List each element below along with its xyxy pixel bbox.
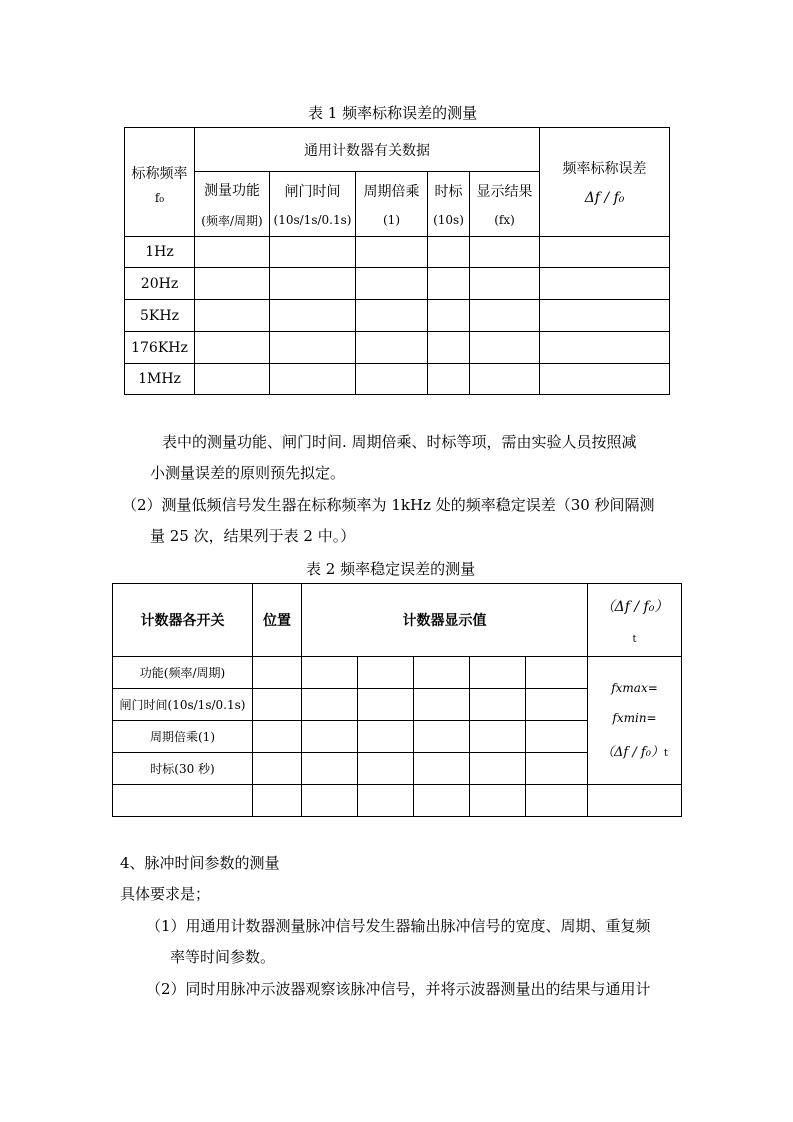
data-cell[interactable] [253, 721, 302, 753]
data-cell[interactable] [470, 721, 526, 753]
data-cell[interactable] [414, 689, 470, 721]
data-cell[interactable] [113, 785, 253, 817]
data-cell[interactable] [540, 237, 670, 268]
table2-caption: 表 2 频率稳定误差的测量 [306, 560, 476, 578]
row-label: 20Hz [125, 268, 195, 300]
table-row [125, 237, 670, 268]
row-label: 176KHz [125, 332, 195, 364]
data-cell[interactable] [470, 753, 526, 785]
section4-heading: 4、脉冲时间参数的测量 [120, 854, 280, 872]
table2 [112, 583, 682, 817]
data-cell[interactable] [540, 300, 670, 332]
data-cell[interactable] [526, 689, 588, 721]
data-cell[interactable] [270, 300, 356, 332]
data-cell[interactable] [195, 364, 270, 395]
table-row [125, 332, 670, 364]
row-label: 时标(30 秒) [113, 753, 253, 785]
data-cell[interactable] [414, 721, 470, 753]
data-cell[interactable] [428, 268, 470, 300]
data-cell[interactable] [526, 657, 588, 689]
data-cell[interactable] [356, 332, 428, 364]
data-cell[interactable] [302, 657, 358, 689]
stability-result-header: （Δf / f₀） t [588, 584, 682, 657]
data-cell[interactable] [470, 689, 526, 721]
data-cell[interactable] [540, 364, 670, 395]
data-cell[interactable] [428, 364, 470, 395]
section4-item1-line2: 率等时间参数。 [170, 948, 276, 966]
data-cell[interactable] [356, 300, 428, 332]
data-cell[interactable] [526, 753, 588, 785]
data-cell[interactable] [358, 753, 414, 785]
data-cell[interactable] [270, 332, 356, 364]
data-cell[interactable] [428, 300, 470, 332]
display-value-header: 计数器显示值 [302, 584, 588, 657]
data-cell[interactable] [356, 237, 428, 268]
section4-item2-line1: （2）同时用脉冲示波器观察该脉冲信号，并将示波器测量出的结果与通用计 [146, 980, 651, 998]
sub-header-function: 测量功能 (频率/周期) [195, 172, 270, 237]
data-cell[interactable] [302, 753, 358, 785]
data-cell[interactable] [270, 268, 356, 300]
table-row [125, 268, 670, 300]
data-cell[interactable] [195, 237, 270, 268]
nominal-error-header: 频率标称误差 Δf / f₀ [540, 128, 670, 237]
row-label: 功能(频率/周期) [113, 657, 253, 689]
item2-line-1: （2）测量低频信号发生器在标称频率为 1kHz 处的频率稳定误差（30 秒间隔测 [122, 496, 655, 514]
data-cell[interactable] [356, 364, 428, 395]
row-label: 周期倍乘(1) [113, 721, 253, 753]
data-cell[interactable] [428, 332, 470, 364]
section4-item1-line1: （1）用通用计数器测量脉冲信号发生器输出脉冲信号的宽度、周期、重复频 [146, 917, 651, 935]
section4-requirement: 具体要求是； [120, 885, 211, 903]
note-line-1: 表中的测量功能、闸门时间. 周期倍乘、时标等项，需由实验人员按照减 [162, 433, 637, 451]
data-cell[interactable] [195, 300, 270, 332]
data-cell[interactable] [358, 689, 414, 721]
row-label: 1Hz [125, 237, 195, 268]
data-cell[interactable] [253, 657, 302, 689]
data-cell[interactable] [540, 268, 670, 300]
data-cell[interactable] [302, 721, 358, 753]
data-cell[interactable] [470, 332, 540, 364]
row-label: 1MHz [125, 364, 195, 395]
data-cell[interactable] [526, 785, 588, 817]
sub-header-period-mult: 周期倍乘 (1) [356, 172, 428, 237]
data-cell[interactable] [526, 721, 588, 753]
data-cell[interactable] [195, 332, 270, 364]
row-label: 5KHz [125, 300, 195, 332]
data-cell[interactable] [414, 785, 470, 817]
data-cell[interactable] [358, 721, 414, 753]
data-cell[interactable] [414, 753, 470, 785]
row-label: 闸门时间(10s/1s/0.1s) [113, 689, 253, 721]
fx-summary-cell: fxmax= fxmin= （Δf / f₀）t [588, 657, 682, 785]
data-cell[interactable] [253, 753, 302, 785]
data-cell[interactable] [588, 785, 682, 817]
table-row [113, 785, 682, 817]
switch-header: 计数器各开关 [113, 584, 253, 657]
data-cell[interactable] [358, 785, 414, 817]
table1-caption: 表 1 频率标称误差的测量 [308, 104, 478, 122]
data-cell[interactable] [302, 785, 358, 817]
data-cell[interactable] [470, 785, 526, 817]
data-cell[interactable] [470, 268, 540, 300]
data-cell[interactable] [470, 364, 540, 395]
data-cell[interactable] [470, 657, 526, 689]
data-cell[interactable] [356, 268, 428, 300]
table-row [125, 300, 670, 332]
table-row [125, 364, 670, 395]
table-row [113, 657, 682, 689]
counter-data-header: 通用计数器有关数据 [195, 128, 540, 172]
data-cell[interactable] [470, 237, 540, 268]
data-cell[interactable] [428, 237, 470, 268]
note-line-2: 小测量误差的原则预先拟定。 [150, 464, 346, 482]
data-cell[interactable] [414, 657, 470, 689]
data-cell[interactable] [470, 300, 540, 332]
sub-header-time-base: 时标 (10s) [428, 172, 470, 237]
data-cell[interactable] [540, 332, 670, 364]
data-cell[interactable] [270, 237, 356, 268]
data-cell[interactable] [253, 689, 302, 721]
data-cell[interactable] [195, 268, 270, 300]
table1 [124, 127, 670, 395]
data-cell[interactable] [358, 657, 414, 689]
sub-header-gate-time: 闸门时间 (10s/1s/0.1s) [270, 172, 356, 237]
sub-header-display: 显示结果 (fx) [470, 172, 540, 237]
position-header: 位置 [253, 584, 302, 657]
nominal-freq-header: 标称频率 f₀ [125, 128, 195, 237]
data-cell[interactable] [270, 364, 356, 395]
data-cell[interactable] [302, 689, 358, 721]
item2-line-2: 量 25 次，结果列于表 2 中。） [150, 527, 356, 545]
data-cell[interactable] [253, 785, 302, 817]
